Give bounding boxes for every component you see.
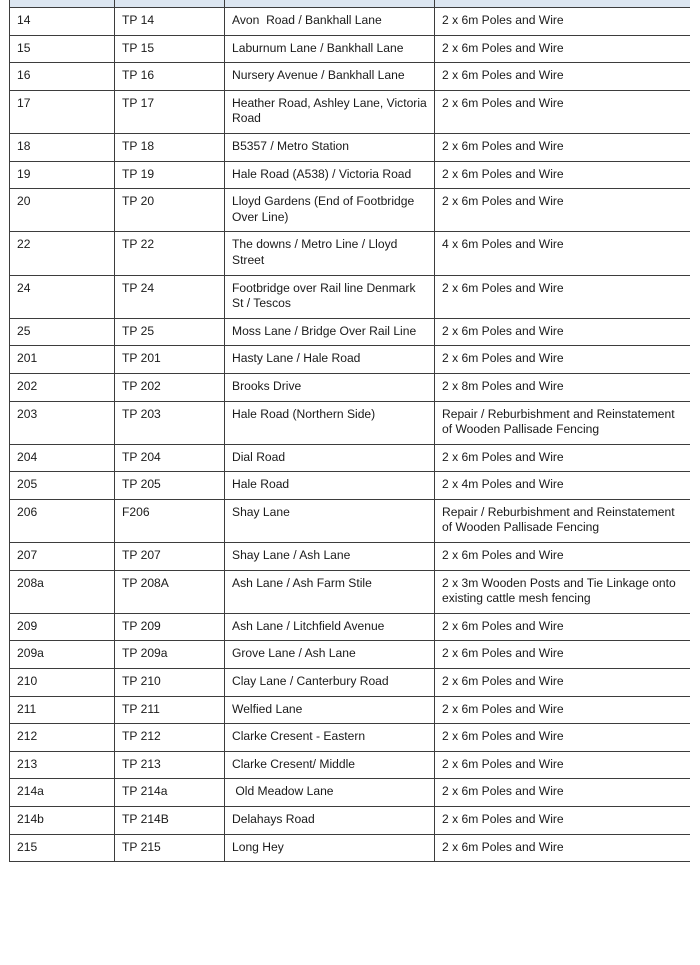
cell-ref-value: 24: [10, 275, 115, 318]
cell-description-value: 2 x 6m Poles and Wire: [435, 696, 691, 724]
table-row: [10, 669, 691, 697]
cell-ref-value: 19: [10, 161, 115, 189]
cell-ref-value: 214a: [10, 779, 115, 807]
cell-description-value: 2 x 8m Poles and Wire: [435, 373, 691, 401]
cell-location-value: Grove Lane / Ash Lane: [225, 641, 435, 669]
cell-ref-value: 202: [10, 373, 115, 401]
cell-location-value: Welfied Lane: [225, 696, 435, 724]
cell-location-value: Shay Lane / Ash Lane: [225, 543, 435, 571]
table-row: [10, 90, 691, 133]
cell-description-value: 2 x 3m Wooden Posts and Tie Linkage onto existing cattle mesh fencing: [435, 570, 691, 613]
cell-ref-value: 18: [10, 133, 115, 161]
cell-ref-value: 205: [10, 472, 115, 500]
cell-description-value: 2 x 6m Poles and Wire: [435, 8, 691, 36]
cell-code-value: TP 15: [115, 35, 225, 63]
cell-code-value: TP 16: [115, 63, 225, 91]
table-row: [10, 570, 691, 613]
table-row: [10, 63, 691, 91]
cell-location-value: Shay Lane: [225, 499, 435, 542]
cell-description-value: 2 x 6m Poles and Wire: [435, 543, 691, 571]
cell-ref-value: 207: [10, 543, 115, 571]
cell-description-value: 2 x 6m Poles and Wire: [435, 724, 691, 752]
cell-location-value: Clarke Cresent - Eastern: [225, 724, 435, 752]
cell-location-value: Clarke Cresent/ Middle: [225, 751, 435, 779]
cell-description-value: 2 x 6m Poles and Wire: [435, 35, 691, 63]
cell-ref-value: 20: [10, 189, 115, 232]
header-strip-cell-description: [435, 0, 691, 8]
cell-location-value: Ash Lane / Litchfield Avenue: [225, 613, 435, 641]
cell-description-value: 2 x 6m Poles and Wire: [435, 161, 691, 189]
cell-location-value: Long Hey: [225, 834, 435, 862]
table-body: [10, 0, 691, 862]
cell-code-value: TP 18: [115, 133, 225, 161]
header-strip-cell-code: [115, 0, 225, 8]
table-row: [10, 346, 691, 374]
cell-location-value: Nursery Avenue / Bankhall Lane: [225, 63, 435, 91]
cell-code-value: TP 214a: [115, 779, 225, 807]
cell-code-value: TP 212: [115, 724, 225, 752]
cell-description-value: 2 x 6m Poles and Wire: [435, 807, 691, 835]
cell-ref-value: 204: [10, 444, 115, 472]
cell-code-value: TP 209a: [115, 641, 225, 669]
table-row: [10, 641, 691, 669]
cell-description-value: 2 x 6m Poles and Wire: [435, 318, 691, 346]
cell-ref-value: 209: [10, 613, 115, 641]
cell-code-value: TP 202: [115, 373, 225, 401]
table-row: [10, 807, 691, 835]
cell-code-value: TP 25: [115, 318, 225, 346]
table-row: [10, 696, 691, 724]
table-row: [10, 543, 691, 571]
cell-code-value: TP 207: [115, 543, 225, 571]
table-row: [10, 373, 691, 401]
cell-ref-value: 206: [10, 499, 115, 542]
cell-ref-value: 214b: [10, 807, 115, 835]
cell-code-value: TP 203: [115, 401, 225, 444]
cell-location-value: Laburnum Lane / Bankhall Lane: [225, 35, 435, 63]
cell-location-value: Hale Road (Northern Side): [225, 401, 435, 444]
table-row: [10, 35, 691, 63]
cell-code-value: TP 20: [115, 189, 225, 232]
cell-location-value: Dial Road: [225, 444, 435, 472]
cell-code-value: TP 210: [115, 669, 225, 697]
cell-description-value: 2 x 6m Poles and Wire: [435, 133, 691, 161]
table-row: [10, 751, 691, 779]
cell-description-value: 2 x 6m Poles and Wire: [435, 90, 691, 133]
cell-location-value: B5357 / Metro Station: [225, 133, 435, 161]
protection-points-table: [9, 0, 690, 862]
cell-ref-value: 15: [10, 35, 115, 63]
cell-ref-value: 215: [10, 834, 115, 862]
table-row: [10, 401, 691, 444]
table-row: [10, 779, 691, 807]
cell-description-value: 2 x 6m Poles and Wire: [435, 346, 691, 374]
cell-code-value: TP 14: [115, 8, 225, 36]
table-row: [10, 472, 691, 500]
cell-location-value: Clay Lane / Canterbury Road: [225, 669, 435, 697]
cell-ref-value: 22: [10, 232, 115, 275]
cell-location-value: Lloyd Gardens (End of Footbridge Over Line): [225, 189, 435, 232]
cell-description-value: 2 x 6m Poles and Wire: [435, 444, 691, 472]
cell-location-value: Hasty Lane / Hale Road: [225, 346, 435, 374]
table-row: [10, 499, 691, 542]
cell-location-value: Footbridge over Rail line Denmark St / Tescos: [225, 275, 435, 318]
cell-location-value: Hale Road: [225, 472, 435, 500]
cell-ref-value: 17: [10, 90, 115, 133]
cell-location-value: Brooks Drive: [225, 373, 435, 401]
cell-ref-value: 210: [10, 669, 115, 697]
cell-location-value: Avon Road / Bankhall Lane: [225, 8, 435, 36]
table-row: [10, 724, 691, 752]
cell-code-value: TP 211: [115, 696, 225, 724]
cell-location-value: Old Meadow Lane: [225, 779, 435, 807]
cell-description-value: 4 x 6m Poles and Wire: [435, 232, 691, 275]
cell-ref-value: 203: [10, 401, 115, 444]
cell-code-value: TP 213: [115, 751, 225, 779]
table-viewport: [9, 0, 690, 965]
table-row: [10, 613, 691, 641]
header-strip-cell-ref: [10, 0, 115, 8]
table-row: [10, 834, 691, 862]
table-row: [10, 8, 691, 36]
header-strip-cell-location: [225, 0, 435, 8]
cell-description-value: 2 x 6m Poles and Wire: [435, 641, 691, 669]
cell-code-value: TP 205: [115, 472, 225, 500]
cell-description-value: 2 x 6m Poles and Wire: [435, 613, 691, 641]
cell-code-value: TP 24: [115, 275, 225, 318]
cell-code-value: TP 214B: [115, 807, 225, 835]
cell-location-value: The downs / Metro Line / Lloyd Street: [225, 232, 435, 275]
table-row: [10, 275, 691, 318]
cell-ref-value: 25: [10, 318, 115, 346]
cell-code-value: TP 204: [115, 444, 225, 472]
table-row: [10, 444, 691, 472]
cell-code-value: F206: [115, 499, 225, 542]
cell-description-value: 2 x 6m Poles and Wire: [435, 669, 691, 697]
cell-ref-value: 209a: [10, 641, 115, 669]
cell-location-value: Ash Lane / Ash Farm Stile: [225, 570, 435, 613]
table-row: [10, 318, 691, 346]
cell-code-value: TP 215: [115, 834, 225, 862]
table-row: [10, 161, 691, 189]
cell-description-value: 2 x 6m Poles and Wire: [435, 189, 691, 232]
cell-description-value: Repair / Reburbishment and Reinstatement of Wooden Pallisade Fencing: [435, 499, 691, 542]
cell-description-value: 2 x 6m Poles and Wire: [435, 751, 691, 779]
cell-description-value: 2 x 6m Poles and Wire: [435, 779, 691, 807]
table-row: [10, 189, 691, 232]
cell-ref-value: 213: [10, 751, 115, 779]
cell-code-value: TP 17: [115, 90, 225, 133]
cell-code-value: TP 201: [115, 346, 225, 374]
cell-ref-value: 208a: [10, 570, 115, 613]
cell-description-value: Repair / Reburbishment and Reinstatement of Wooden Pallisade Fencing: [435, 401, 691, 444]
cell-location-value: Heather Road, Ashley Lane, Victoria Road: [225, 90, 435, 133]
cell-description-value: 2 x 4m Poles and Wire: [435, 472, 691, 500]
cell-ref-value: 212: [10, 724, 115, 752]
cell-code-value: TP 208A: [115, 570, 225, 613]
cell-location-value: Delahays Road: [225, 807, 435, 835]
cell-code-value: TP 22: [115, 232, 225, 275]
cell-description-value: 2 x 6m Poles and Wire: [435, 275, 691, 318]
cell-description-value: 2 x 6m Poles and Wire: [435, 63, 691, 91]
cell-location-value: Moss Lane / Bridge Over Rail Line: [225, 318, 435, 346]
table-header-strip: [10, 0, 691, 8]
cell-code-value: TP 209: [115, 613, 225, 641]
cell-ref-value: 211: [10, 696, 115, 724]
table-row: [10, 232, 691, 275]
cell-description-value: 2 x 6m Poles and Wire: [435, 834, 691, 862]
cell-code-value: TP 19: [115, 161, 225, 189]
table-row: [10, 133, 691, 161]
cell-ref-value: 16: [10, 63, 115, 91]
cell-ref-value: 201: [10, 346, 115, 374]
cell-location-value: Hale Road (A538) / Victoria Road: [225, 161, 435, 189]
cell-ref-value: 14: [10, 8, 115, 36]
